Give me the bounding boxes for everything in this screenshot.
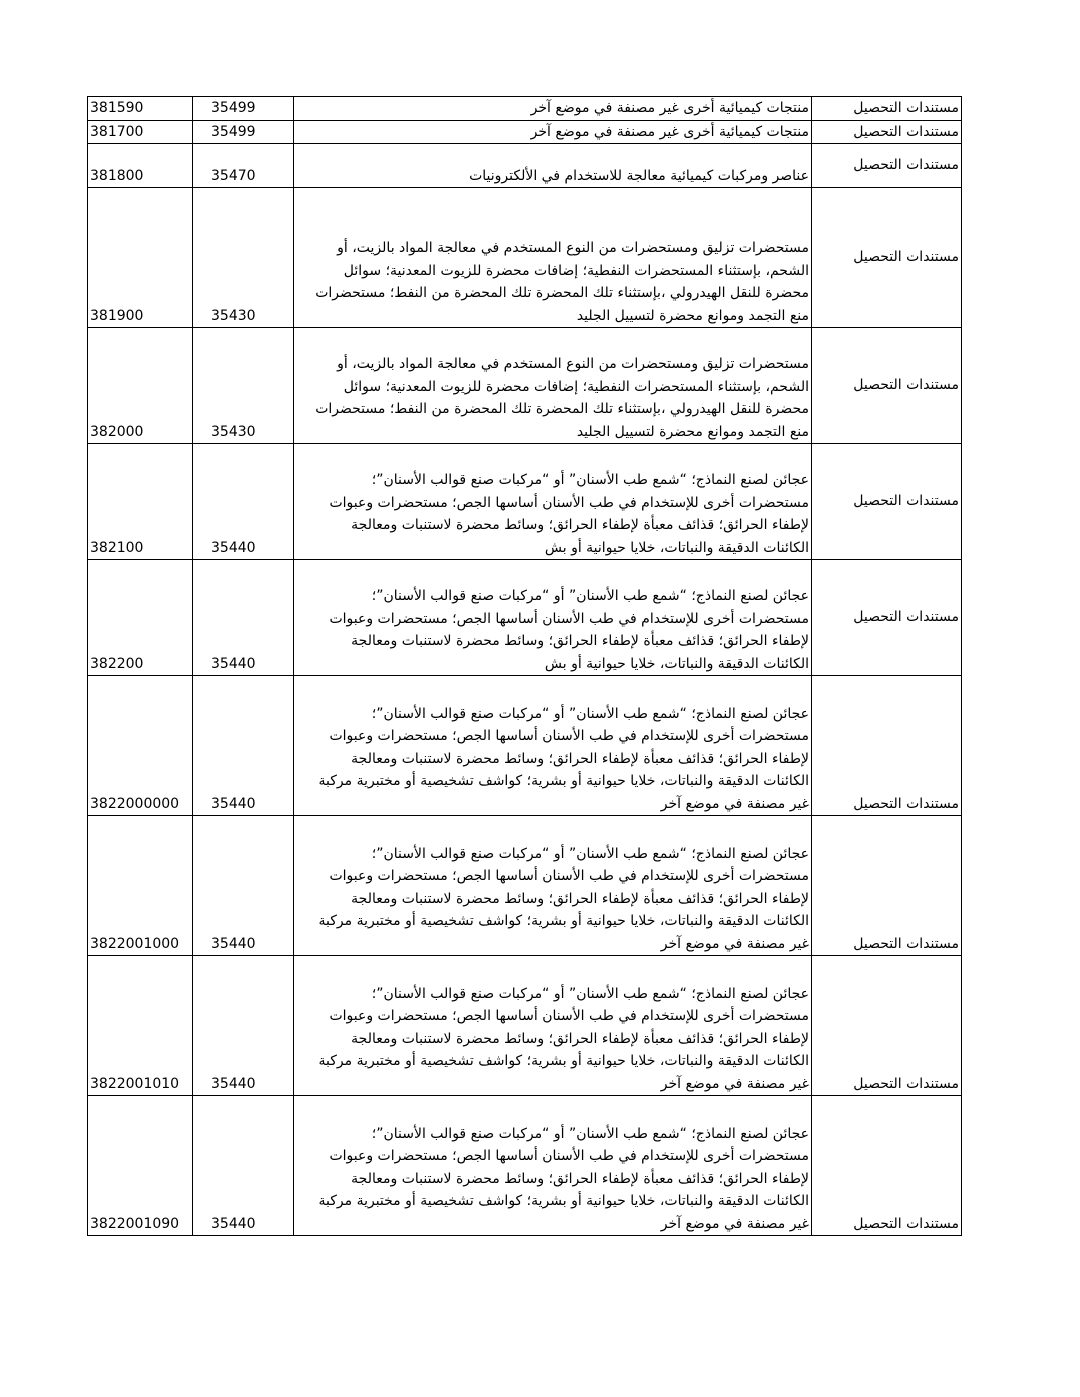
hs-code-cell: 381590 bbox=[88, 97, 193, 121]
description-line: لإطفاء الحرائق؛ قذائف معبأة لإطفاء الحرائق؛ وسائط محضرة لاستنبات ومعالجة bbox=[351, 890, 809, 907]
table-row bbox=[88, 1096, 962, 1236]
description-line: الشحم، بإستثناء المستحضرات النفطية؛ إضافات محضرة للزيوت المعدنية؛ سوائل bbox=[343, 262, 809, 279]
description-line: لإطفاء الحرائق؛ قذائف معبأة لإطفاء الحرائق؛ وسائط محضرة لاستنبات ومعالجة bbox=[351, 517, 809, 533]
table-row bbox=[88, 328, 962, 444]
description-line: الشحم، بإستثناء المستحضرات النفطية؛ إضافات محضرة للزيوت المعدنية؛ سوائل bbox=[343, 378, 809, 395]
account-code-cell: 35430 bbox=[193, 328, 294, 444]
description-line: محضرة للنقل الهيدرولي ،بإستثناء تلك المحضرة تلك المحضرة من النفط؛ مستحضرات bbox=[315, 401, 809, 417]
document-type-cell: مستندات التحصيل bbox=[812, 120, 962, 144]
description-line: لإطفاء الحرائق؛ قذائف معبأة لإطفاء الحرائق؛ وسائط محضرة لاستنبات ومعالجة bbox=[351, 633, 809, 649]
description-line: مستحضرات أخرى للإستخدام في طب الأسنان أساسها الجص؛ مستحضرات وعبوات bbox=[329, 494, 809, 511]
account-code-cell: 35440 bbox=[193, 560, 294, 676]
hs-code-cell: 3822001000 bbox=[88, 816, 193, 956]
description-line: الكائنات الدقيقة والنباتات، خلايا حيوانية أو بشرية؛ كواشف تشخيصية أو مختبرية مركبة bbox=[318, 1053, 809, 1069]
hs-code-cell: 382200 bbox=[88, 560, 193, 676]
description-line: لإطفاء الحرائق؛ قذائف معبأة لإطفاء الحرائق؛ وسائط محضرة لاستنبات ومعالجة bbox=[351, 1170, 809, 1187]
description-line: مستحضرات أخرى للإستخدام في طب الأسنان أساسها الجص؛ مستحضرات وعبوات bbox=[329, 728, 809, 744]
description-line: منتجات كيميائية أخرى غير مصنفة في موضع آخر bbox=[530, 123, 809, 140]
description-line: عجائن لصنع النماذج؛ “شمع طب الأسنان” أو “مركبات صنع قوالب الأسنان”؛ bbox=[371, 588, 809, 604]
hs-code-cell: 381900 bbox=[88, 188, 193, 328]
description-line: مستحضرات تزليق ومستحضرات من النوع المستخدم في معالجة المواد بالزيت، أو bbox=[337, 356, 809, 372]
document-type-cell: مستندات التحصيل bbox=[812, 676, 962, 816]
description-line: مستحضرات أخرى للإستخدام في طب الأسنان أساسها الجص؛ مستحضرات وعبوات bbox=[329, 1008, 809, 1024]
description-line: عجائن لصنع النماذج؛ “شمع طب الأسنان” أو “مركبات صنع قوالب الأسنان”؛ bbox=[371, 845, 809, 862]
account-code-cell: 35440 bbox=[193, 956, 294, 1096]
description-cell bbox=[294, 144, 812, 188]
description-line: عجائن لصنع النماذج؛ “شمع طب الأسنان” أو “مركبات صنع قوالب الأسنان”؛ bbox=[371, 985, 809, 1002]
description-line: الكائنات الدقيقة والنباتات، خلايا حيوانية أو بشرية؛ كواشف تشخيصية أو مختبرية مركبة bbox=[318, 913, 809, 929]
table-row bbox=[88, 144, 962, 188]
document-type-cell: مستندات التحصيل bbox=[812, 560, 962, 676]
account-code-cell: 35430 bbox=[193, 188, 294, 328]
description-cell bbox=[294, 444, 812, 560]
hs-code-cell: 3822001090 bbox=[88, 1096, 193, 1236]
description-line: الكائنات الدقيقة والنباتات، خلايا حيوانية أو بشرية؛ كواشف تشخيصية أو مختبرية مركبة bbox=[318, 773, 809, 789]
description-cell bbox=[294, 676, 812, 816]
table-row bbox=[88, 816, 962, 956]
hs-code-cell: 381700 bbox=[88, 120, 193, 144]
account-code-cell: 35499 bbox=[193, 120, 294, 144]
description-line: مستحضرات أخرى للإستخدام في طب الأسنان أساسها الجص؛ مستحضرات وعبوات bbox=[329, 868, 809, 884]
document-type-cell: مستندات التحصيل bbox=[812, 144, 962, 188]
description-line: عجائن لصنع النماذج؛ “شمع طب الأسنان” أو “مركبات صنع قوالب الأسنان”؛ bbox=[371, 705, 809, 722]
account-code-cell: 35499 bbox=[193, 97, 294, 121]
table-row bbox=[88, 120, 962, 144]
account-code-cell: 35440 bbox=[193, 1096, 294, 1236]
description-line: الكائنات الدقيقة والنباتات، خلايا حيوانية أو بشرية؛ كواشف تشخيصية أو مختبرية مركبة bbox=[318, 1193, 809, 1209]
description-cell bbox=[294, 188, 812, 328]
description-cell bbox=[294, 1096, 812, 1236]
table-row bbox=[88, 444, 962, 560]
description-line: عجائن لصنع النماذج؛ “شمع طب الأسنان” أو “مركبات صنع قوالب الأسنان”؛ bbox=[371, 472, 809, 488]
table-row bbox=[88, 956, 962, 1096]
table-row bbox=[88, 560, 962, 676]
description-line: لإطفاء الحرائق؛ قذائف معبأة لإطفاء الحرائق؛ وسائط محضرة لاستنبات ومعالجة bbox=[351, 750, 809, 767]
description-line: غير مصنفة في موضع آخر bbox=[660, 1075, 809, 1092]
account-code-cell: 35440 bbox=[193, 676, 294, 816]
description-line: الكائنات الدقيقة والنباتات، خلايا حيوانية أو بش bbox=[544, 539, 809, 556]
description-line: مستحضرات أخرى للإستخدام في طب الأسنان أساسها الجص؛ مستحضرات وعبوات bbox=[329, 610, 809, 627]
hs-code-cell: 382100 bbox=[88, 444, 193, 560]
document-type-cell: مستندات التحصيل bbox=[812, 816, 962, 956]
description-line: عجائن لصنع النماذج؛ “شمع طب الأسنان” أو “مركبات صنع قوالب الأسنان”؛ bbox=[371, 1125, 809, 1142]
description-cell bbox=[294, 816, 812, 956]
description-cell bbox=[294, 560, 812, 676]
description-cell bbox=[294, 328, 812, 444]
hs-code-cell: 381800 bbox=[88, 144, 193, 188]
table-row bbox=[88, 97, 962, 121]
description-line: عناصر ومركبات كيميائية معالجة للاستخدام في الألكترونيات bbox=[469, 167, 809, 184]
description-cell bbox=[294, 120, 812, 144]
description-line: الكائنات الدقيقة والنباتات، خلايا حيوانية أو بش bbox=[544, 655, 809, 672]
description-line: منتجات كيميائية أخرى غير مصنفة في موضع آخر bbox=[530, 100, 809, 116]
account-code-cell: 35440 bbox=[193, 444, 294, 560]
description-line: غير مصنفة في موضع آخر bbox=[660, 795, 809, 812]
document-type-cell: مستندات التحصيل bbox=[812, 1096, 962, 1236]
document-type-cell: مستندات التحصيل bbox=[812, 188, 962, 328]
account-code-cell: 35440 bbox=[193, 816, 294, 956]
table-body bbox=[88, 97, 962, 1236]
account-code-cell: 35470 bbox=[193, 144, 294, 188]
description-line: غير مصنفة في موضع آخر bbox=[660, 1215, 809, 1232]
description-line: مستحضرات تزليق ومستحضرات من النوع المستخدم في معالجة المواد بالزيت، أو bbox=[337, 240, 809, 256]
hs-code-cell: 3822001010 bbox=[88, 956, 193, 1096]
description-line: لإطفاء الحرائق؛ قذائف معبأة لإطفاء الحرائق؛ وسائط محضرة لاستنبات ومعالجة bbox=[351, 1030, 809, 1047]
document-type-cell: مستندات التحصيل bbox=[812, 328, 962, 444]
hs-code-cell: 382000 bbox=[88, 328, 193, 444]
hs-code-cell: 3822000000 bbox=[88, 676, 193, 816]
document-type-cell: مستندات التحصيل bbox=[812, 97, 962, 121]
description-line: منع التجمد وموانع محضرة لتسييل الجليد bbox=[576, 423, 809, 440]
description-cell bbox=[294, 956, 812, 1096]
description-line: مستحضرات أخرى للإستخدام في طب الأسنان أساسها الجص؛ مستحضرات وعبوات bbox=[329, 1148, 809, 1164]
description-line: منع التجمد وموانع محضرة لتسييل الجليد bbox=[576, 307, 809, 324]
table-row bbox=[88, 188, 962, 328]
document-type-cell: مستندات التحصيل bbox=[812, 444, 962, 560]
document-type-cell: مستندات التحصيل bbox=[812, 956, 962, 1096]
tariff-table bbox=[87, 96, 962, 1236]
description-line: غير مصنفة في موضع آخر bbox=[660, 935, 809, 952]
table-row bbox=[88, 676, 962, 816]
description-cell bbox=[294, 97, 812, 121]
description-line: محضرة للنقل الهيدرولي ،بإستثناء تلك المحضرة تلك المحضرة من النفط؛ مستحضرات bbox=[315, 285, 809, 301]
